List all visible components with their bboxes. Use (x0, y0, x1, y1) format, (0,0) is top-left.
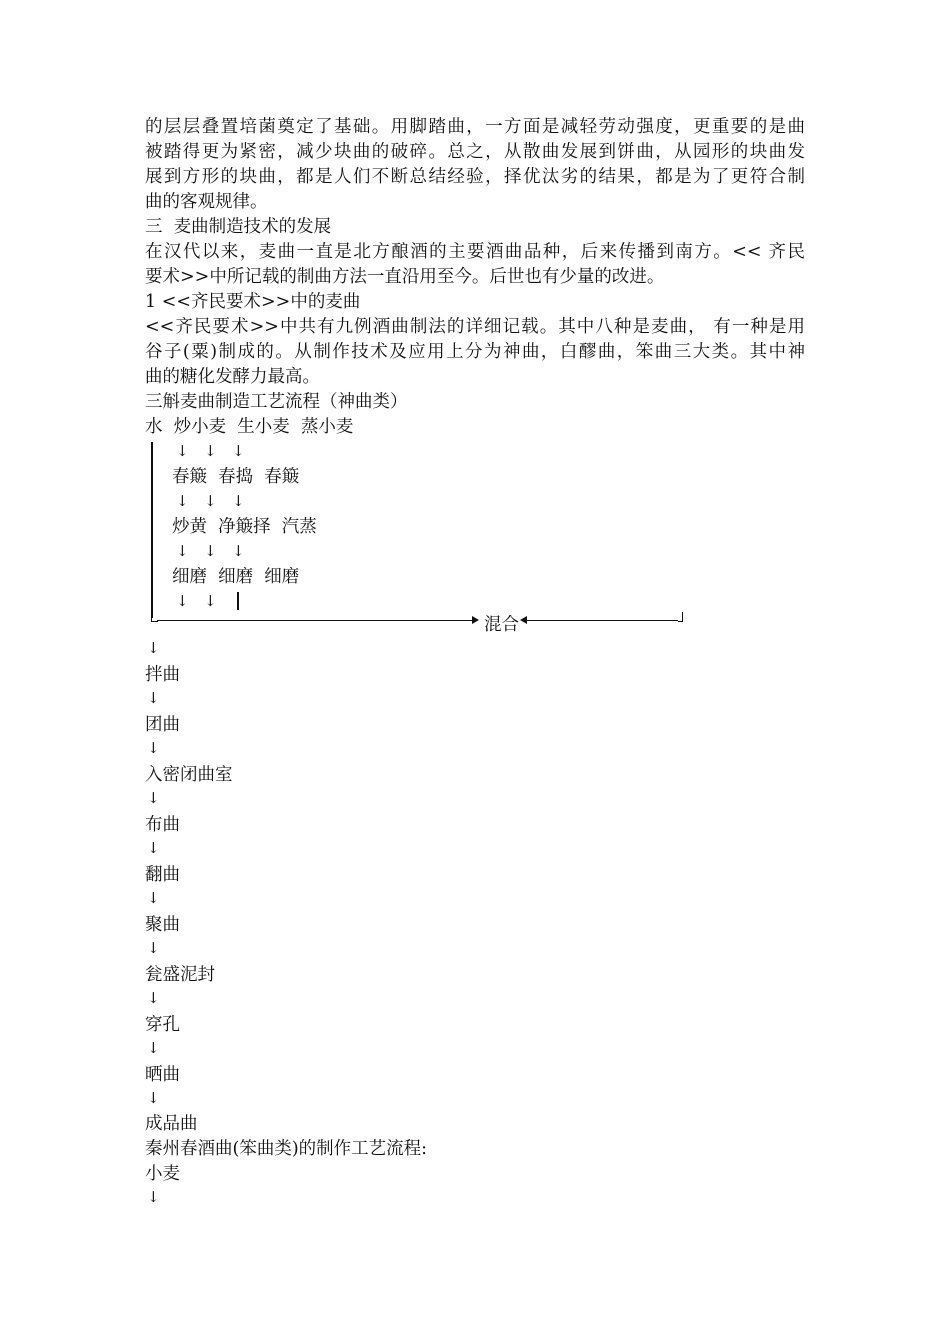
process-row: 春簸 春捣 春簸 (172, 467, 300, 487)
left-pointing-arrow-icon (520, 616, 527, 624)
flow-step: 拌曲 (145, 665, 180, 685)
down-arrow-icon: ↓ (232, 542, 245, 560)
subsection-heading: 1 <<齐民要术>>中的麦曲 (145, 292, 361, 312)
flow-step: 小麦 (145, 1164, 180, 1184)
section-heading: 三 麦曲制造技术的发展 (145, 217, 332, 237)
right-pointing-arrow-icon (472, 616, 479, 624)
down-arrow-icon: ↓ (232, 442, 245, 460)
flow-step: 翻曲 (145, 865, 180, 885)
down-arrow-icon: ↓ (147, 789, 160, 807)
down-arrow-icon: ↓ (176, 592, 189, 610)
flow-title: 三斛麦曲制造工艺流程（神曲类） (145, 392, 408, 412)
process-row: 细磨 细磨 细磨 (172, 567, 300, 587)
paragraph-line: 在汉代以来，麦曲一直是北方酿酒的主要酒曲品种，后来传播到南方。<< 齐民 (145, 242, 805, 262)
down-arrow-icon: ↓ (147, 1039, 160, 1057)
right-connector-line (527, 620, 678, 621)
down-arrow-icon: ↓ (147, 1089, 160, 1107)
down-arrow-icon: ↓ (176, 542, 189, 560)
down-arrow-icon: ↓ (147, 839, 160, 857)
paragraph-line: 被踏得更为紧密，减少块曲的破碎。总之，从散曲发展到饼曲，从园形的块曲发 (145, 142, 805, 162)
mix-label: 混合 (484, 615, 519, 635)
flow-step: 布曲 (145, 815, 180, 835)
paragraph-line: 的层层叠置培菌奠定了基础。用脚踏曲，一方面是减轻劳动强度，更重要的是曲 (145, 117, 805, 137)
paragraph-line: 要术>>中所记载的制曲方法一直沿用至今。后世也有少量的改进。 (145, 267, 665, 287)
paragraph-line: 曲的糖化发酵力最高。 (145, 367, 320, 387)
left-connector-line (157, 620, 475, 621)
down-arrow-icon: ↓ (147, 939, 160, 957)
flow-title: 秦州春酒曲(笨曲类)的制作工艺流程: (145, 1139, 428, 1159)
flow-step: 聚曲 (145, 915, 180, 935)
paragraph-line: 曲的客观规律。 (145, 192, 268, 212)
flow-step: 瓮盛泥封 (145, 965, 215, 985)
flow-step: 成品曲 (145, 1114, 198, 1134)
down-arrow-icon: ↓ (232, 492, 245, 510)
down-arrow-icon: ↓ (147, 1188, 160, 1206)
down-arrow-icon: ↓ (176, 442, 189, 460)
paragraph-line: 展到方形的块曲，都是人们不断总结经验，择优汰劣的结果，都是为了更符合制 (145, 167, 805, 187)
down-arrow-icon: ↓ (147, 739, 160, 757)
down-arrow-icon: ↓ (204, 592, 217, 610)
down-arrow-icon: ↓ (204, 542, 217, 560)
down-arrow-icon: ↓ (204, 442, 217, 460)
water-line (151, 442, 153, 618)
flow-header: 水 炒小麦 生小麦 蒸小麦 (145, 417, 354, 437)
paragraph-line: <<齐民要术>>中共有九例酒曲制法的详细记载。其中八种是麦曲， 有一种是用 (145, 317, 805, 337)
steam-line (237, 592, 239, 610)
down-arrow-icon: ↓ (147, 889, 160, 907)
flow-step: 团曲 (145, 715, 180, 735)
right-corner (678, 612, 683, 622)
process-row: 炒黄 净簸择 汽蒸 (172, 517, 317, 537)
flow-step: 入密闭曲室 (145, 765, 233, 785)
down-arrow-icon: ↓ (147, 989, 160, 1007)
flow-step: 晒曲 (145, 1065, 180, 1085)
flow-step: 穿孔 (145, 1015, 180, 1035)
down-arrow-icon: ↓ (147, 689, 160, 707)
down-arrow-icon: ↓ (147, 639, 160, 657)
down-arrow-icon: ↓ (176, 492, 189, 510)
paragraph-line: 谷子(粟)制成的。从制作技术及应用上分为神曲，白醪曲，笨曲三大类。其中神 (145, 342, 805, 362)
down-arrow-icon: ↓ (204, 492, 217, 510)
